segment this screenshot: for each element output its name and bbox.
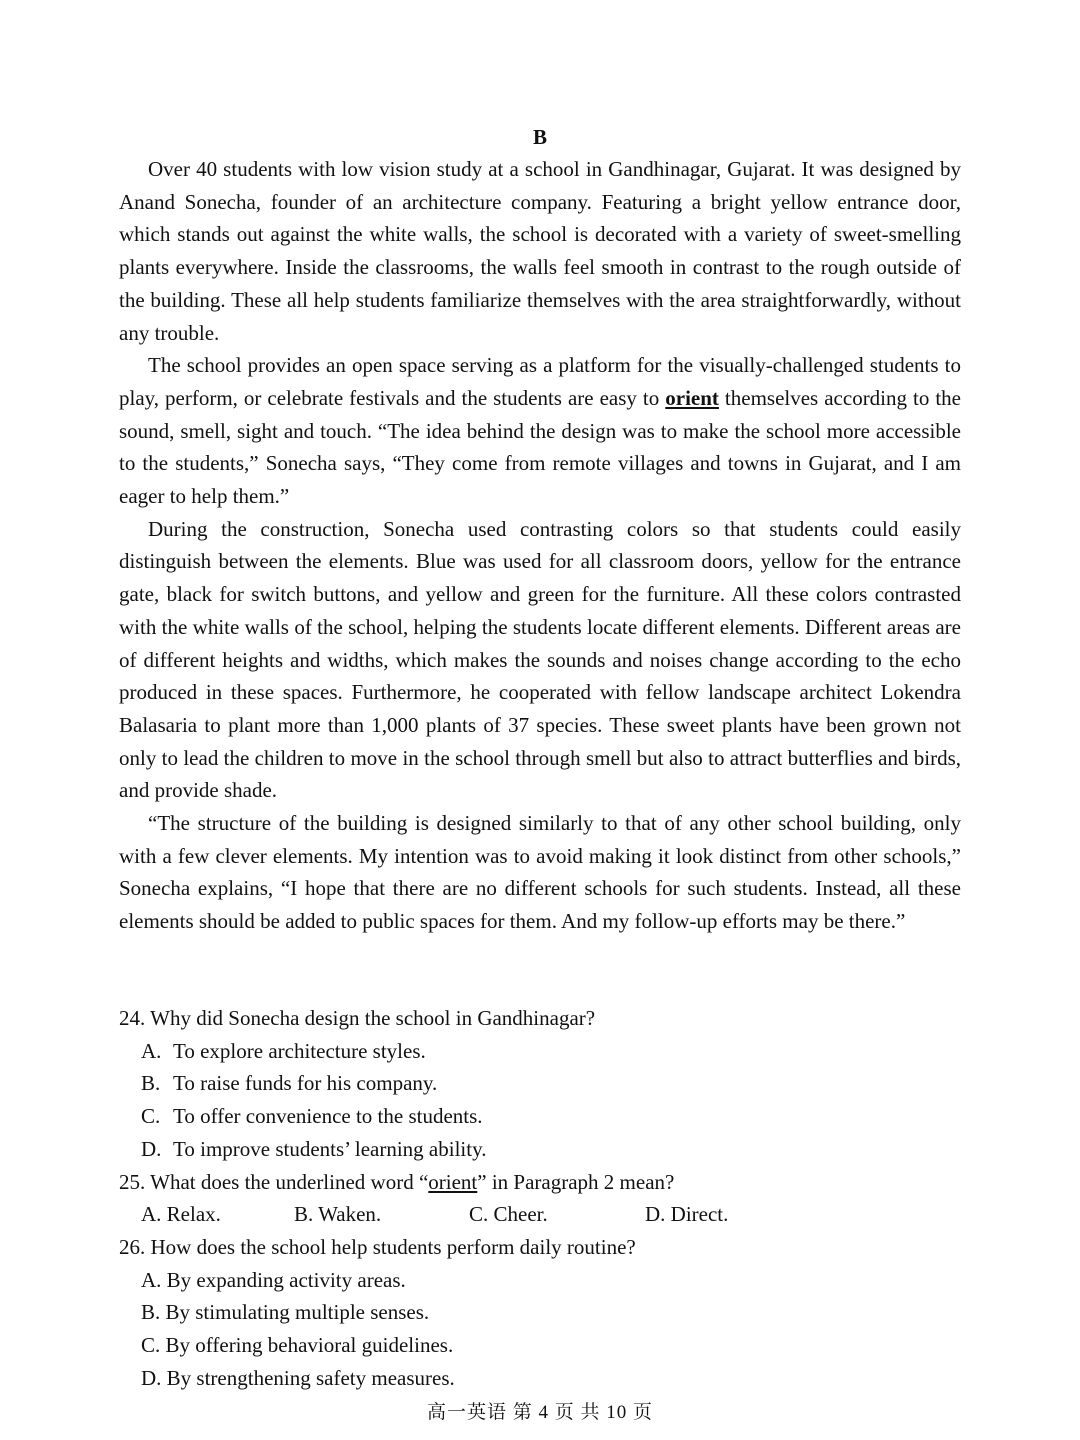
- question-25-stem: [119, 1166, 961, 1199]
- question-24-option-c: [119, 1100, 961, 1133]
- paragraph-2-text-start: The school provides an open space serving as a platform for the visually-challenged students to play, perform, or celebrate festivals and the students are easy to: [119, 353, 961, 410]
- page-footer: 高一英语 第 4 页 共 10 页: [426, 1402, 653, 1423]
- option-letter: B.: [141, 1071, 161, 1096]
- question-26-stem: 26. How does the school help students perform daily routine?: [119, 1234, 636, 1259]
- question-26-option-b: B. By stimulating multiple senses.: [141, 1300, 430, 1325]
- option-text: To raise funds for his company.: [173, 1071, 438, 1096]
- paragraph-2: [119, 349, 961, 513]
- paragraph-2-text-end: themselves according to the sound, smell, sight and touch. “The idea behind the design was to make the school more accessible to the students,” Sonecha says, “They come from remote villages and towns in Gujarat, and I am eager to help them.”: [119, 385, 962, 509]
- question-25-stem-start: 25. What does the underlined word “: [119, 1169, 429, 1194]
- question-24-option-d: [119, 1133, 961, 1166]
- paragraph-4: “The structure of the building is designed similarly to that of any other school building, only with a few clever elements. My intention was to avoid making it look distinct from other schools,” Sonecha explains, “I hope that there are no different schools for such students. Instead, all these elements should be added to public spaces for them. And my follow-up efforts may be there.”: [119, 811, 961, 934]
- option-letter: C.: [141, 1104, 161, 1129]
- question-26-option-c: C. By offering behavioral guidelines.: [141, 1333, 454, 1358]
- question-25-option-d: D. Direct.: [645, 1202, 729, 1227]
- option-text: To explore architecture styles.: [173, 1038, 426, 1063]
- paragraph-3: During the construction, Sonecha used contrasting colors so that students could easily distinguish between the elements. Blue was used for all classroom doors, yellow for the entrance gate, black for switch buttons, and yellow and green for the furniture. All these colors contrasted with the white walls of the school, helping the students locate different elements. Different areas are of different heights and widths, which makes the sounds and noises change according to the echo produced in these spaces. Furthermore, he cooperated with fellow landscape architect Lokendra Balasaria to plant more than 1,000 plants of 37 species. These sweet plants have been grown not only to lead the children to move in the school through smell but also to attract butterflies and birds, and provide shade.: [119, 516, 961, 803]
- question-24-option-b: [119, 1067, 961, 1100]
- question-25-option-c: C. Cheer.: [469, 1202, 548, 1227]
- option-text: To offer convenience to the students.: [173, 1104, 483, 1129]
- question-26-option-a: A. By expanding activity areas.: [141, 1267, 406, 1292]
- section-heading: B: [532, 125, 547, 149]
- paragraph-1: Over 40 students with low vision study at a school in Gandhinagar, Gujarat. It was designed by Anand Sonecha, founder of an architecture company. Featuring a bright yellow entrance door, which stands out against the white walls, the school is decorated with a variety of sweet-smelling plants everywhere. Inside the classrooms, the walls feel smooth in contrast to the rough outside of the building. These all help students familiarize themselves with the area straightforwardly, without any trouble.: [119, 157, 961, 345]
- question-25-option-a: A. Relax.: [141, 1202, 221, 1227]
- question-24-option-a: [119, 1035, 961, 1068]
- option-text: To improve students’ learning ability.: [173, 1136, 487, 1161]
- question-25-underlined-word: orient: [428, 1169, 478, 1194]
- question-26-option-d: D. By strengthening safety measures.: [141, 1365, 455, 1390]
- question-25-option-b: B. Waken.: [294, 1202, 382, 1227]
- option-letter: A.: [141, 1038, 162, 1063]
- underlined-word-orient: orient: [665, 385, 719, 410]
- question-list: [119, 1002, 961, 1394]
- question-25-options: [119, 1198, 961, 1231]
- reading-passage: [119, 153, 961, 938]
- question-24-stem: 24. Why did Sonecha design the school in Gandhinagar?: [119, 1006, 596, 1030]
- question-25-stem-end: ” in Paragraph 2 mean?: [477, 1169, 675, 1194]
- option-letter: D.: [141, 1136, 162, 1161]
